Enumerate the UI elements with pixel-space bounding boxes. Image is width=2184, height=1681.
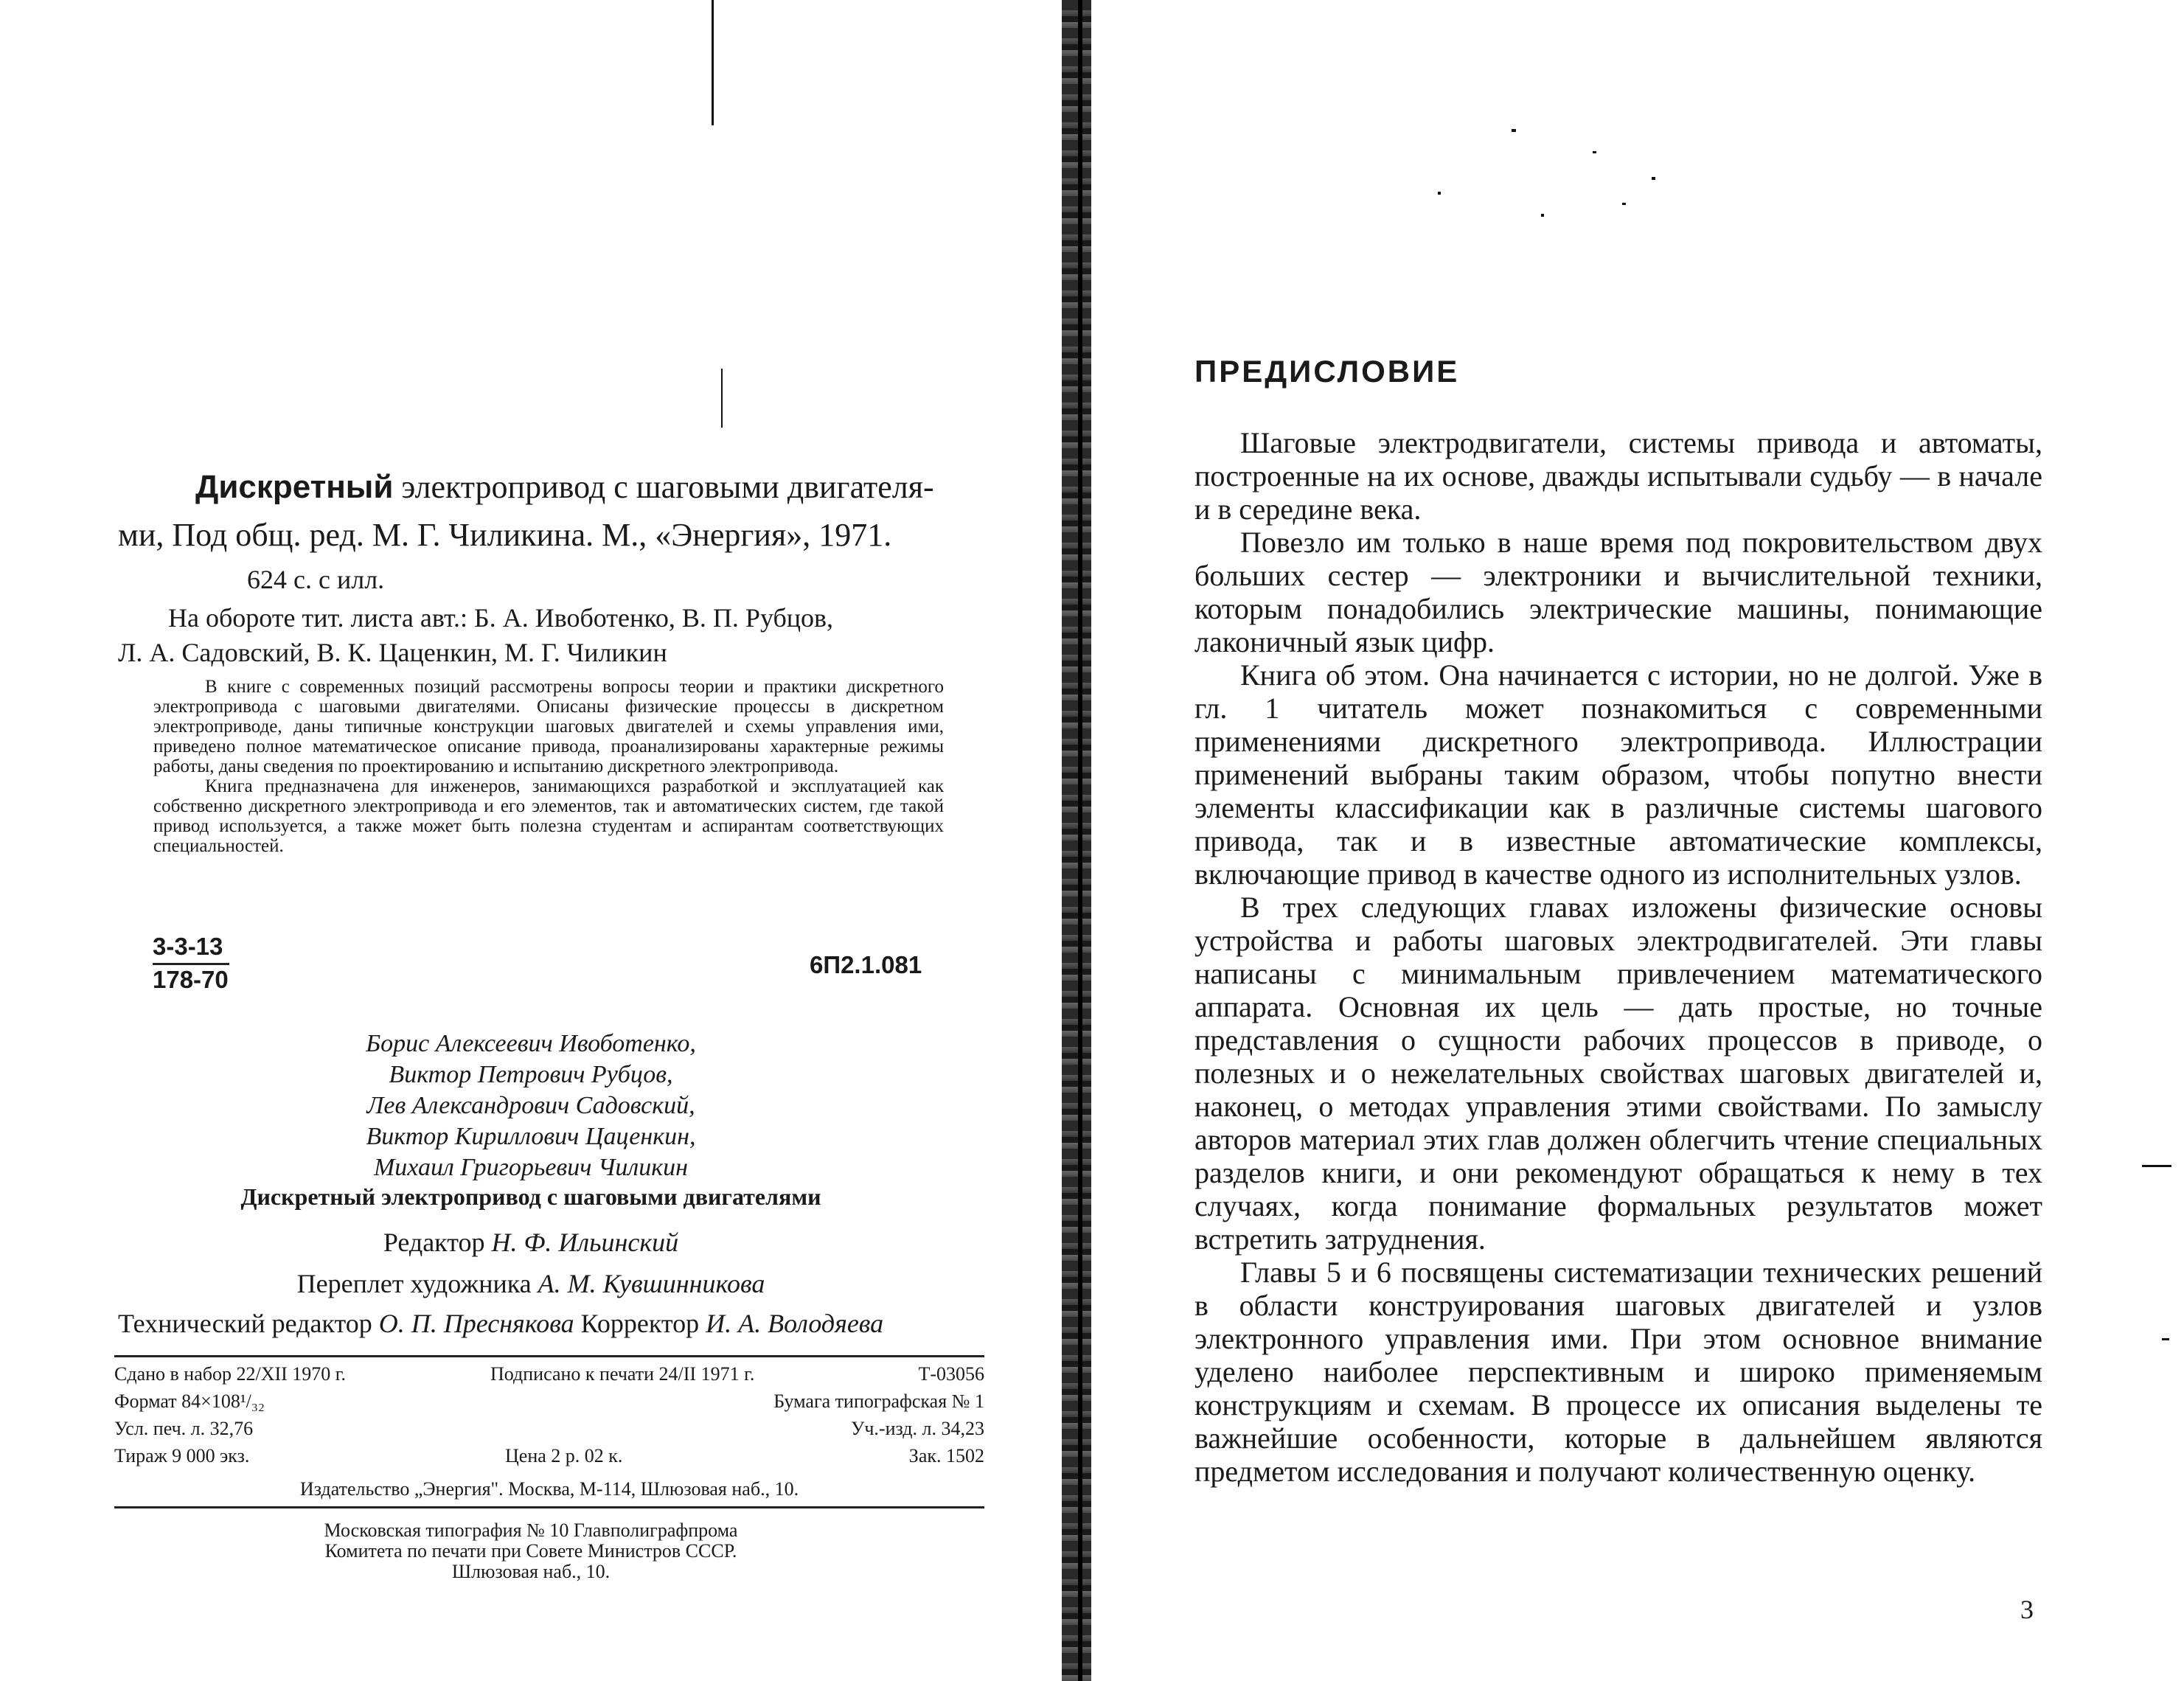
- imprint-row: [114, 1444, 984, 1468]
- scan-mark: [2162, 1338, 2169, 1340]
- imprint-top-rule: [114, 1355, 984, 1357]
- imprint-bottom-rule: [114, 1506, 984, 1508]
- scan-mark: [2142, 1165, 2171, 1167]
- tech-editor-label: Технический редактор: [118, 1309, 372, 1338]
- tech-editor-line: [118, 1306, 988, 1340]
- printer-line: Московская типография № 10 Главполиграфпрома: [324, 1520, 738, 1541]
- book-title: Дискретный электропривод с шаговыми двигателями: [240, 1183, 821, 1210]
- imprint-format: Формат 84×108¹/₃₂: [114, 1391, 265, 1412]
- imprint-circulation: Тираж 9 000 экз.: [114, 1445, 250, 1466]
- imprint-number: Т-03056: [918, 1363, 984, 1385]
- preface-heading: ПРЕДИСЛОВИЕ: [1194, 354, 1460, 389]
- preface-paragraph: Книга об этом. Она начинается с истории, но не долгой. Уже в гл. 1 читатель может познакомиться с современными применениями дискретного электропривода. Иллюстрации применений выбраны таким образом, чтобы попутно внести элементы классификации как в различные системы шагового привода, так и в известные автоматические комплексы, включающие привод в качестве одного из исполнительных узлов.: [1194, 658, 2042, 891]
- annotation-paragraph-1: В книге с современных позиций рассмотрены вопросы теории и практики дискретного электропривода с шаговыми двигателями. Описаны физические процессы в дискретном электроприводе, даны типичные конструкции шаговых двигателей и схемы управления ими, приведено полное математическое описание привода, проанализированы характерные режимы работы, даны сведения по проектированию и испытанию дискретного электропривода.: [153, 677, 944, 776]
- imprint-publisher-text: Издательство „Энергия". Москва, М-114, Шлюзовая наб., 10.: [299, 1478, 799, 1500]
- corrector-name: И. А. Володяева: [706, 1309, 884, 1338]
- author-name: Михаил Григорьевич Чиликин: [373, 1154, 688, 1181]
- scan-speck: [1652, 177, 1655, 180]
- preface-paragraph: В трех следующих главах изложены физические основы устройства и работы шаговых электродвигателей. Эти главы написаны с минимальным привлечением математического аппарата. Основная их цель — дать простые, но точные представления о сущности рабочих процессов в приводе, о полезных и о нежелательных свойствах шаговых двигателей и, наконец, о методах управления этими свойствами. По замыслу авторов материал этих глав должен облегчить чтение специальных разделов книги, и они рекомендуют обращаться к нему в тех случаях, когда понимание формальных результатов может встретить затруднения.: [1194, 891, 2042, 1256]
- code-denominator: 178-70: [153, 966, 229, 993]
- bibliography-line2: ми, Под общ. ред. М. Г. Чиликина. М., «Энергия», 1971.: [118, 517, 892, 553]
- right-page: [1091, 0, 2184, 1681]
- binding-line: [206, 1267, 855, 1301]
- scan-speck: [1541, 214, 1544, 217]
- scan-speck: [1512, 129, 1516, 132]
- bibliography-authors-line2: Л. А. Садовский, В. К. Цаценкин, М. Г. Чиликин: [118, 638, 667, 667]
- preface-paragraph: Повезло им только в наше время под покровительством двух больших сестер — электроники и вычислительной техники, которым понадобились электрические машины, понимающие лаконичный язык цифр.: [1194, 526, 2042, 658]
- author-name: Лев Александрович Садовский,: [366, 1092, 695, 1119]
- imprint-publisher-sheets: Уч.-изд. л. 34,23: [850, 1418, 984, 1439]
- bibliography-line1-rest: электропривод с шаговыми двигателя-: [401, 469, 934, 505]
- code-numerator: 3-3-13: [153, 933, 223, 960]
- imprint-publisher: [114, 1478, 984, 1501]
- annotation: [153, 677, 944, 856]
- binding-name: А. М. Кувшинникова: [538, 1269, 765, 1298]
- imprint-paper: Бумага типографская № 1: [773, 1391, 984, 1412]
- editor-label: Редактор: [383, 1228, 485, 1257]
- scan-speck: [1593, 151, 1596, 153]
- editor-line: [221, 1225, 841, 1259]
- preface-paragraph: Шаговые электродвигатели, системы привода и автоматы, построенные на их основе, дважды испытывали судьбу — в начале и в середине века.: [1194, 426, 2042, 526]
- author-name: Виктор Петрович Рубцов,: [389, 1061, 673, 1088]
- code-fraction-line: [153, 963, 229, 965]
- book-spine-shadow: [1062, 0, 1091, 1681]
- annotation-paragraph-2: Книга предназначена для инженеров, занимающихся разработкой и эксплуатацией как собственно дискретного электропривода и его элементов, так и автоматических систем, где такой привод используется, а также может быть полезна студентам и аспирантам соответствующих специальностей.: [153, 776, 944, 856]
- printer-line: Шлюзовая наб., 10.: [451, 1561, 611, 1582]
- scan-speck: [1622, 203, 1626, 205]
- imprint-block: [114, 1362, 984, 1510]
- author-names: [265, 1029, 796, 1183]
- book-spine-edge: [1078, 0, 1082, 1681]
- imprint-price: Цена 2 р. 02 к.: [505, 1445, 623, 1466]
- scan-mark: [721, 369, 723, 428]
- corrector-label: Корректор: [580, 1309, 700, 1338]
- imprint-signed: Подписано к печати 24/II 1971 г.: [490, 1363, 755, 1385]
- printer-line: Комитета по печати при Совете Министров СССР.: [324, 1540, 737, 1562]
- bibliography-title-bold: Дискретный: [195, 469, 394, 505]
- bibliography-pages: 624 с. с илл.: [247, 565, 385, 594]
- imprint-row: [114, 1362, 984, 1386]
- bibliography-authors-line1: На обороте тит. листа авт.: Б. А. Ивоботенко, В. П. Рубцов,: [168, 603, 834, 633]
- preface-paragraph: Главы 5 и 6 посвящены систематизации технических решений в области конструирования шаговых двигателей и узлов электронного управления ими. При этом основное внимание уделено наиболее перспективным и широко применяемым конструкциям и схемам. В процессе их описания выделены те важнейшие особенности, которые в дальнейшем являются предметом исследования и получают количественную оценку.: [1194, 1256, 2042, 1488]
- imprint-row: [114, 1390, 984, 1413]
- imprint-submitted: Сдано в набор 22/XII 1970 г.: [114, 1363, 347, 1385]
- preface-body: [1194, 426, 2042, 1488]
- scan-mark: [712, 0, 714, 125]
- author-name: Виктор Кириллович Цаценкин,: [366, 1123, 696, 1150]
- tech-editor-name: О. П. Преснякова: [378, 1309, 574, 1338]
- imprint-order: Зак. 1502: [908, 1445, 984, 1466]
- printer-block: [221, 1520, 841, 1582]
- page-number: 3: [2020, 1595, 2034, 1624]
- editor-name: Н. Ф. Ильинский: [491, 1228, 679, 1257]
- udc-code: 6П2.1.081: [810, 951, 922, 978]
- imprint-row: [114, 1417, 984, 1441]
- imprint-print-sheets: Усл. печ. л. 32,76: [114, 1418, 254, 1439]
- bibliography-line1: [195, 464, 984, 510]
- binding-label: Переплет художника: [296, 1269, 532, 1298]
- left-page: [0, 0, 1062, 1681]
- author-name: Борис Алексеевич Ивоботенко,: [366, 1030, 696, 1057]
- scan-speck: [1438, 192, 1441, 195]
